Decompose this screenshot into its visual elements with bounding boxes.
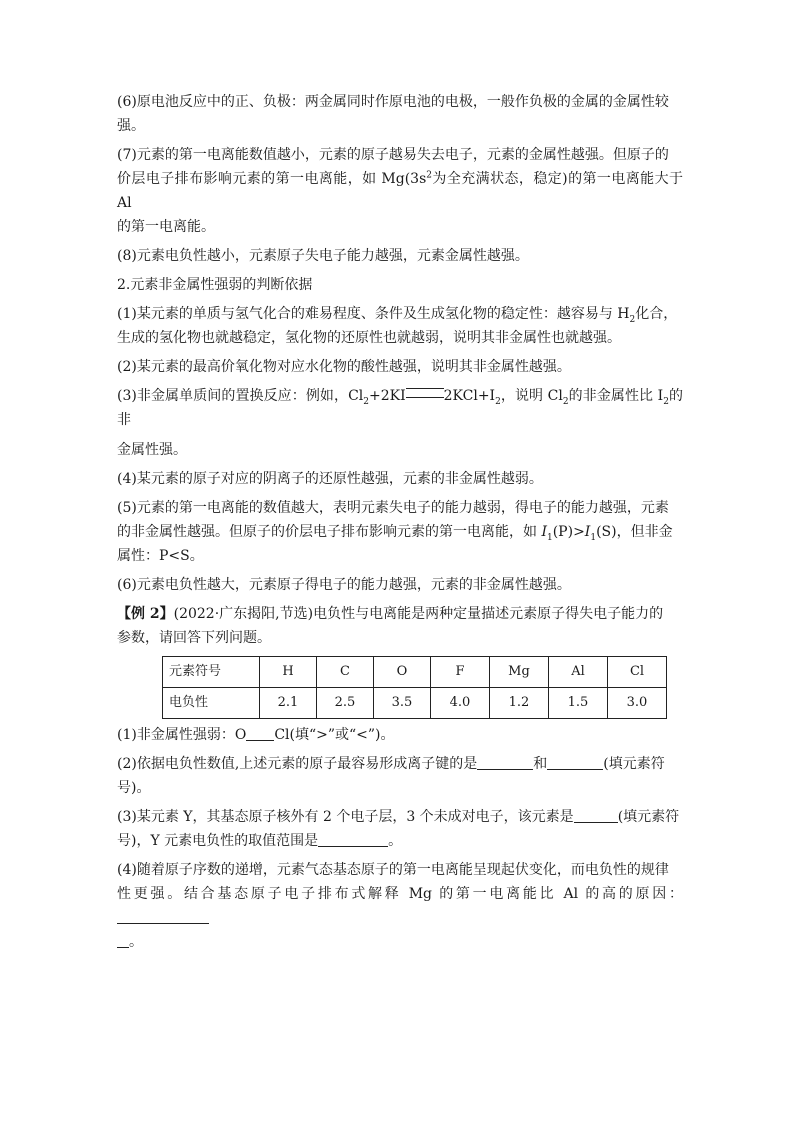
table-row: [163, 657, 667, 688]
answer-blank[interactable]: [318, 832, 388, 847]
equals-sign: [406, 388, 444, 398]
table-row: [163, 688, 667, 719]
answer-blank[interactable]: [574, 808, 618, 823]
question-4: (4)随着原子序数的递增，元素气态基态原子的第一电离能呈现起伏变化，而电负性的规律 性更强。结合基态原子电子排布式解释 Mg 的第一电离能比 Al 的高的原因： 。: [117, 862, 683, 950]
table-cell: 电负性: [163, 688, 260, 719]
answer-blank[interactable]: [117, 933, 129, 948]
document-page: [117, 90, 683, 959]
table-cell: 3.0: [608, 688, 667, 719]
table-cell: 1.5: [549, 688, 608, 719]
table-cell: H: [260, 657, 317, 688]
nonmetal-3: (3)非金属单质间的置换反应：例如，$Cl_2+2KI$ $2KCl+I_2$，说明 $Cl_2$的非金属性比 $I_2$的非 金属性强。: [117, 388, 684, 458]
nonmetal-6: (6)元素电负性越大，元素原子得电子的能力越强，元素的非金属性越强。: [117, 577, 571, 593]
answer-blank[interactable]: [246, 726, 274, 741]
example-tag: 【例 2】: [117, 606, 174, 622]
question-1: (1)非金属性强弱：O Cl(填“>”或“<”)。: [117, 727, 395, 743]
answer-blank[interactable]: [117, 909, 209, 924]
nonmetal-1: (1)某元素的单质与氢气化合的难易程度、条件及生成氢化物的稳定性：越容易与 $H_2$化合， 生成的氢化物也就越稳定，氢化物的还原性也就越弱，说明其非金属性也就越强。: [117, 306, 678, 346]
table-cell: 1.2: [490, 688, 549, 719]
electronegativity-table: [162, 656, 667, 719]
question-2: (2)依据电负性数值,上述元素的原子最容易形成离子键的是 和 (填元素符 号)。: [117, 756, 665, 796]
table-cell: Mg: [490, 657, 549, 688]
table-cell: 元素符号: [163, 657, 260, 688]
para-7: (7)元素的第一电离能数值越小，元素的原子越易失去电子，元素的金属性越强。但原子的 价层电子排布影响元素的第一电离能，如 $Mg(3s^2$为全充满状态，稳定)的第一电离能大于 Al 的第一电离能。: [117, 147, 683, 235]
nonmetal-5: (5)元素的第一电离能的数值越大，表明元素失电子的能力越弱，得电子的能力越强，元素 的非金属性越强。但原子的价层电子排布影响元素的第一电离能，如 $I_1(P)>I_1(S)$，但非金 属性：P<S。: [117, 500, 673, 564]
answer-blank[interactable]: [547, 755, 603, 770]
table-cell: Cl: [608, 657, 667, 688]
question-3: (3)某元素 Y，其基态原子核外有 2 个电子层，3 个未成对电子，该元素是 (填元素符 号)，Y 元素电负性的取值范围是 。: [117, 809, 680, 849]
table-cell: Al: [549, 657, 608, 688]
answer-blank[interactable]: [477, 755, 533, 770]
nonmetal-4: (4)某元素的原子对应的阴离子的还原性越强，元素的非金属性越弱。: [117, 471, 543, 487]
example-2: 【例 2】(2022·广东揭阳,节选)电负性与电离能是两种定量描述元素原子得失电子能力的 参数，请回答下列问题。: [117, 606, 664, 646]
table-cell: 2.1: [260, 688, 317, 719]
section-heading-2: 2.元素非金属性强弱的判断依据: [117, 277, 313, 293]
table-cell: O: [374, 657, 431, 688]
nonmetal-2: (2)某元素的最高价氧化物对应水化物的酸性越强，说明其非金属性越强。: [117, 359, 571, 375]
table-cell: 3.5: [374, 688, 431, 719]
table-cell: F: [431, 657, 490, 688]
table-cell: 4.0: [431, 688, 490, 719]
table-cell: C: [317, 657, 374, 688]
table-cell: 2.5: [317, 688, 374, 719]
para-8: (8)元素电负性越小，元素原子失电子能力越强，元素金属性越强。: [117, 248, 529, 264]
para-6: (6)原电池反应中的正、负极：两金属同时作原电池的电极，一般作负极的金属的金属性较 强。: [117, 94, 669, 134]
